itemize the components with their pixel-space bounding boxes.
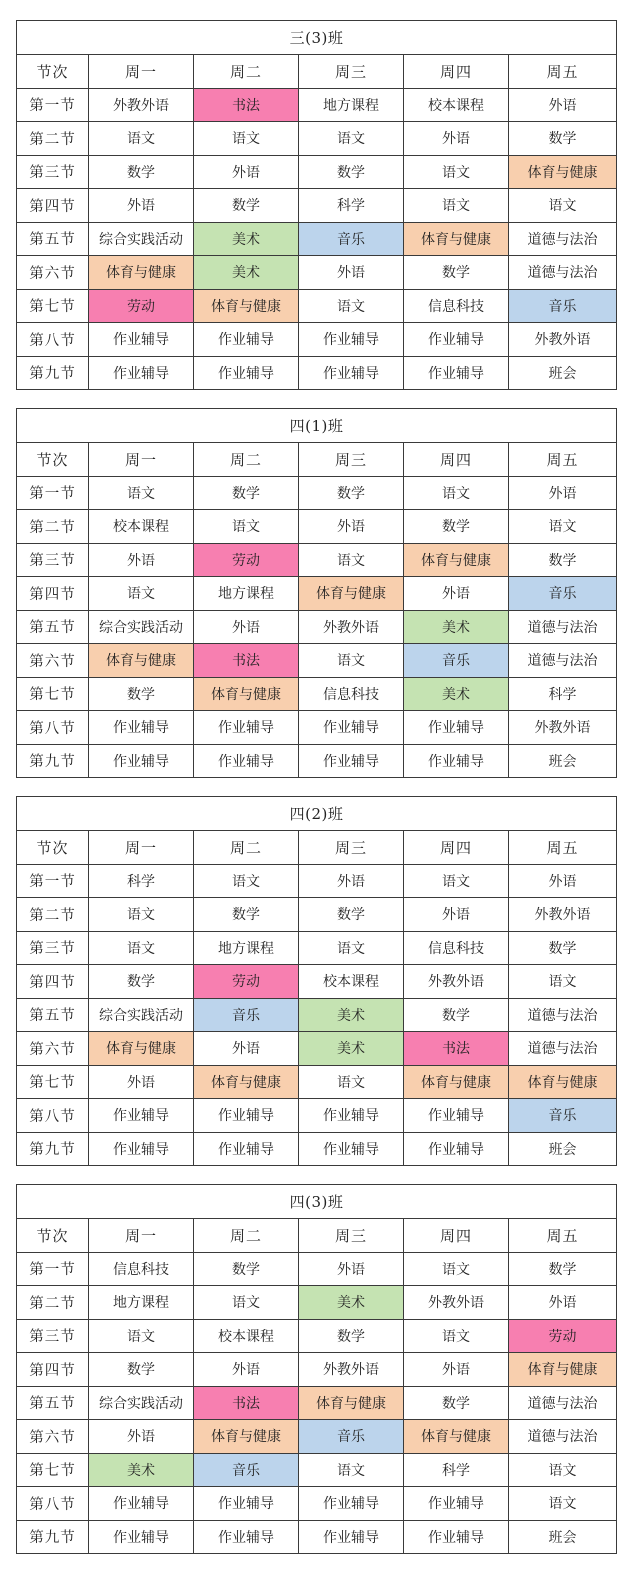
subject-cell: 作业辅导 bbox=[299, 744, 404, 778]
subject-cell: 书法 bbox=[404, 1032, 509, 1066]
subject-cell: 体育与健康 bbox=[404, 543, 509, 577]
subject-cell: 外语 bbox=[509, 864, 617, 898]
subject-cell: 语文 bbox=[299, 644, 404, 678]
subject-cell: 语文 bbox=[509, 965, 617, 999]
subject-cell: 数学 bbox=[509, 931, 617, 965]
subject-cell: 美术 bbox=[299, 998, 404, 1032]
table-row bbox=[17, 356, 617, 390]
subject-cell: 体育与健康 bbox=[194, 677, 299, 711]
table-row bbox=[17, 256, 617, 290]
subject-cell: 音乐 bbox=[194, 1453, 299, 1487]
subject-cell: 数学 bbox=[194, 1252, 299, 1286]
subject-cell: 体育与健康 bbox=[299, 1386, 404, 1420]
subject-cell: 作业辅导 bbox=[89, 1099, 194, 1133]
subject-cell: 美术 bbox=[89, 1453, 194, 1487]
subject-cell: 体育与健康 bbox=[89, 1032, 194, 1066]
subject-cell: 语文 bbox=[299, 289, 404, 323]
subject-cell: 作业辅导 bbox=[89, 1132, 194, 1166]
subject-cell: 科学 bbox=[404, 1453, 509, 1487]
subject-cell: 数学 bbox=[89, 677, 194, 711]
subject-cell: 数学 bbox=[299, 898, 404, 932]
subject-cell: 音乐 bbox=[194, 998, 299, 1032]
subject-cell: 语文 bbox=[404, 189, 509, 223]
table-row bbox=[17, 644, 617, 678]
subject-cell: 作业辅导 bbox=[299, 323, 404, 357]
class-title: 四(2)班 bbox=[17, 797, 617, 831]
subject-cell: 地方课程 bbox=[89, 1286, 194, 1320]
header-period: 节次 bbox=[17, 55, 89, 89]
period-label: 第四节 bbox=[17, 189, 89, 223]
header-day: 周四 bbox=[404, 443, 509, 477]
table-row bbox=[17, 864, 617, 898]
table-row bbox=[17, 711, 617, 745]
subject-cell: 劳动 bbox=[194, 965, 299, 999]
header-day: 周五 bbox=[509, 1219, 617, 1253]
subject-cell: 书法 bbox=[194, 88, 299, 122]
subject-cell: 体育与健康 bbox=[194, 289, 299, 323]
period-label: 第六节 bbox=[17, 256, 89, 290]
subject-cell: 校本课程 bbox=[404, 88, 509, 122]
subject-cell: 作业辅导 bbox=[89, 711, 194, 745]
subject-cell: 道德与法治 bbox=[509, 644, 617, 678]
subject-cell: 语文 bbox=[404, 864, 509, 898]
header-row bbox=[17, 443, 617, 477]
period-label: 第一节 bbox=[17, 88, 89, 122]
subject-cell: 综合实践活动 bbox=[89, 1386, 194, 1420]
table-row bbox=[17, 510, 617, 544]
period-label: 第八节 bbox=[17, 711, 89, 745]
subject-cell: 作业辅导 bbox=[194, 744, 299, 778]
period-label: 第七节 bbox=[17, 677, 89, 711]
period-label: 第四节 bbox=[17, 1353, 89, 1387]
period-label: 第九节 bbox=[17, 356, 89, 390]
subject-cell: 语文 bbox=[89, 1319, 194, 1353]
table-row bbox=[17, 744, 617, 778]
subject-cell: 数学 bbox=[194, 189, 299, 223]
subject-cell: 语文 bbox=[89, 931, 194, 965]
header-day: 周二 bbox=[194, 831, 299, 865]
table-row bbox=[17, 88, 617, 122]
subject-cell: 作业辅导 bbox=[89, 1520, 194, 1554]
subject-cell: 体育与健康 bbox=[89, 644, 194, 678]
header-day: 周二 bbox=[194, 55, 299, 89]
subject-cell: 道德与法治 bbox=[509, 1386, 617, 1420]
header-day: 周五 bbox=[509, 831, 617, 865]
subject-cell: 外教外语 bbox=[299, 610, 404, 644]
subject-cell: 科学 bbox=[89, 864, 194, 898]
subject-cell: 外语 bbox=[194, 155, 299, 189]
period-label: 第六节 bbox=[17, 644, 89, 678]
table-row bbox=[17, 323, 617, 357]
table-row bbox=[17, 1032, 617, 1066]
header-day: 周三 bbox=[299, 55, 404, 89]
timetable-1 bbox=[16, 20, 617, 390]
subject-cell: 美术 bbox=[299, 1286, 404, 1320]
subject-cell: 音乐 bbox=[509, 577, 617, 611]
subject-cell: 数学 bbox=[89, 1353, 194, 1387]
header-period: 节次 bbox=[17, 831, 89, 865]
period-label: 第六节 bbox=[17, 1032, 89, 1066]
timetable-3 bbox=[16, 796, 617, 1166]
subject-cell: 外教外语 bbox=[509, 323, 617, 357]
period-label: 第一节 bbox=[17, 1252, 89, 1286]
subject-cell: 外语 bbox=[299, 1252, 404, 1286]
period-label: 第九节 bbox=[17, 1520, 89, 1554]
subject-cell: 作业辅导 bbox=[89, 744, 194, 778]
subject-cell: 语文 bbox=[299, 543, 404, 577]
header-day: 周五 bbox=[509, 443, 617, 477]
class-title: 三(3)班 bbox=[17, 21, 617, 55]
period-label: 第五节 bbox=[17, 610, 89, 644]
subject-cell: 外语 bbox=[404, 898, 509, 932]
table-row bbox=[17, 677, 617, 711]
period-label: 第七节 bbox=[17, 1065, 89, 1099]
subject-cell: 作业辅导 bbox=[89, 323, 194, 357]
subject-cell: 道德与法治 bbox=[509, 222, 617, 256]
subject-cell: 作业辅导 bbox=[404, 1132, 509, 1166]
subject-cell: 作业辅导 bbox=[194, 1520, 299, 1554]
subject-cell: 道德与法治 bbox=[509, 610, 617, 644]
subject-cell: 作业辅导 bbox=[299, 1132, 404, 1166]
subject-cell: 数学 bbox=[194, 898, 299, 932]
subject-cell: 数学 bbox=[89, 155, 194, 189]
subject-cell: 外语 bbox=[89, 1420, 194, 1454]
header-day: 周二 bbox=[194, 443, 299, 477]
table-row bbox=[17, 1132, 617, 1166]
subject-cell: 语文 bbox=[194, 510, 299, 544]
subject-cell: 音乐 bbox=[299, 1420, 404, 1454]
subject-cell: 作业辅导 bbox=[89, 356, 194, 390]
header-day: 周三 bbox=[299, 1219, 404, 1253]
subject-cell: 外语 bbox=[299, 510, 404, 544]
period-label: 第六节 bbox=[17, 1420, 89, 1454]
subject-cell: 劳动 bbox=[194, 543, 299, 577]
subject-cell: 地方课程 bbox=[194, 577, 299, 611]
timetable-4 bbox=[16, 1184, 617, 1554]
subject-cell: 信息科技 bbox=[89, 1252, 194, 1286]
subject-cell: 班会 bbox=[509, 1520, 617, 1554]
subject-cell: 作业辅导 bbox=[89, 1487, 194, 1521]
subject-cell: 语文 bbox=[509, 189, 617, 223]
subject-cell: 校本课程 bbox=[194, 1319, 299, 1353]
subject-cell: 体育与健康 bbox=[89, 256, 194, 290]
header-day: 周四 bbox=[404, 55, 509, 89]
subject-cell: 外语 bbox=[509, 1286, 617, 1320]
subject-cell: 外教外语 bbox=[404, 1286, 509, 1320]
period-label: 第三节 bbox=[17, 543, 89, 577]
subject-cell: 班会 bbox=[509, 1132, 617, 1166]
subject-cell: 综合实践活动 bbox=[89, 998, 194, 1032]
subject-cell: 数学 bbox=[509, 543, 617, 577]
subject-cell: 语文 bbox=[299, 122, 404, 156]
table-row bbox=[17, 1353, 617, 1387]
subject-cell: 外语 bbox=[89, 189, 194, 223]
subject-cell: 外教外语 bbox=[404, 965, 509, 999]
header-row bbox=[17, 55, 617, 89]
subject-cell: 外语 bbox=[89, 1065, 194, 1099]
header-day: 周一 bbox=[89, 831, 194, 865]
subject-cell: 语文 bbox=[89, 898, 194, 932]
header-day: 周一 bbox=[89, 443, 194, 477]
subject-cell: 体育与健康 bbox=[194, 1065, 299, 1099]
header-period: 节次 bbox=[17, 1219, 89, 1253]
subject-cell: 作业辅导 bbox=[404, 1099, 509, 1133]
table-row bbox=[17, 222, 617, 256]
subject-cell: 综合实践活动 bbox=[89, 610, 194, 644]
timetable-2 bbox=[16, 408, 617, 778]
table-row bbox=[17, 1487, 617, 1521]
subject-cell: 外语 bbox=[509, 476, 617, 510]
header-period: 节次 bbox=[17, 443, 89, 477]
subject-cell: 道德与法治 bbox=[509, 1420, 617, 1454]
period-label: 第三节 bbox=[17, 931, 89, 965]
header-row bbox=[17, 1219, 617, 1253]
subject-cell: 作业辅导 bbox=[404, 1520, 509, 1554]
period-label: 第七节 bbox=[17, 289, 89, 323]
subject-cell: 信息科技 bbox=[404, 289, 509, 323]
subject-cell: 数学 bbox=[509, 122, 617, 156]
header-day: 周二 bbox=[194, 1219, 299, 1253]
subject-cell: 作业辅导 bbox=[299, 1487, 404, 1521]
subject-cell: 美术 bbox=[194, 256, 299, 290]
subject-cell: 外教外语 bbox=[509, 711, 617, 745]
table-row bbox=[17, 1319, 617, 1353]
subject-cell: 作业辅导 bbox=[404, 356, 509, 390]
table-row bbox=[17, 1453, 617, 1487]
table-row bbox=[17, 1252, 617, 1286]
subject-cell: 语文 bbox=[404, 1319, 509, 1353]
subject-cell: 外教外语 bbox=[299, 1353, 404, 1387]
subject-cell: 外语 bbox=[194, 1353, 299, 1387]
period-label: 第一节 bbox=[17, 476, 89, 510]
period-label: 第四节 bbox=[17, 965, 89, 999]
subject-cell: 外语 bbox=[404, 577, 509, 611]
subject-cell: 外语 bbox=[404, 1353, 509, 1387]
subject-cell: 美术 bbox=[299, 1032, 404, 1066]
subject-cell: 外语 bbox=[194, 610, 299, 644]
table-row bbox=[17, 998, 617, 1032]
subject-cell: 语文 bbox=[509, 510, 617, 544]
period-label: 第二节 bbox=[17, 510, 89, 544]
subject-cell: 外语 bbox=[299, 864, 404, 898]
table-row bbox=[17, 610, 617, 644]
period-label: 第五节 bbox=[17, 1386, 89, 1420]
subject-cell: 数学 bbox=[404, 998, 509, 1032]
subject-cell: 语文 bbox=[194, 122, 299, 156]
subject-cell: 地方课程 bbox=[194, 931, 299, 965]
subject-cell: 作业辅导 bbox=[404, 323, 509, 357]
subject-cell: 音乐 bbox=[299, 222, 404, 256]
subject-cell: 体育与健康 bbox=[404, 1420, 509, 1454]
subject-cell: 语文 bbox=[509, 1487, 617, 1521]
class-title: 四(1)班 bbox=[17, 409, 617, 443]
table-row bbox=[17, 1520, 617, 1554]
subject-cell: 语文 bbox=[299, 1065, 404, 1099]
subject-cell: 作业辅导 bbox=[194, 711, 299, 745]
table-row bbox=[17, 289, 617, 323]
subject-cell: 外语 bbox=[299, 256, 404, 290]
subject-cell: 信息科技 bbox=[299, 677, 404, 711]
subject-cell: 作业辅导 bbox=[404, 1487, 509, 1521]
subject-cell: 语文 bbox=[404, 476, 509, 510]
table-row bbox=[17, 476, 617, 510]
subject-cell: 数学 bbox=[194, 476, 299, 510]
subject-cell: 语文 bbox=[194, 864, 299, 898]
subject-cell: 外语 bbox=[404, 122, 509, 156]
table-row bbox=[17, 155, 617, 189]
subject-cell: 外语 bbox=[194, 1032, 299, 1066]
subject-cell: 科学 bbox=[509, 677, 617, 711]
subject-cell: 数学 bbox=[299, 476, 404, 510]
subject-cell: 音乐 bbox=[509, 1099, 617, 1133]
subject-cell: 作业辅导 bbox=[194, 1487, 299, 1521]
subject-cell: 体育与健康 bbox=[299, 577, 404, 611]
subject-cell: 数学 bbox=[299, 155, 404, 189]
subject-cell: 道德与法治 bbox=[509, 1032, 617, 1066]
header-day: 周三 bbox=[299, 443, 404, 477]
subject-cell: 美术 bbox=[194, 222, 299, 256]
subject-cell: 作业辅导 bbox=[299, 1099, 404, 1133]
subject-cell: 班会 bbox=[509, 356, 617, 390]
subject-cell: 作业辅导 bbox=[194, 356, 299, 390]
table-row bbox=[17, 1386, 617, 1420]
subject-cell: 作业辅导 bbox=[194, 323, 299, 357]
subject-cell: 作业辅导 bbox=[299, 711, 404, 745]
table-row bbox=[17, 577, 617, 611]
subject-cell: 体育与健康 bbox=[194, 1420, 299, 1454]
table-row bbox=[17, 1065, 617, 1099]
subject-cell: 科学 bbox=[299, 189, 404, 223]
table-row bbox=[17, 965, 617, 999]
subject-cell: 语文 bbox=[404, 155, 509, 189]
header-day: 周一 bbox=[89, 55, 194, 89]
period-label: 第二节 bbox=[17, 1286, 89, 1320]
subject-cell: 综合实践活动 bbox=[89, 222, 194, 256]
subject-cell: 数学 bbox=[404, 256, 509, 290]
subject-cell: 书法 bbox=[194, 1386, 299, 1420]
subject-cell: 数学 bbox=[299, 1319, 404, 1353]
subject-cell: 校本课程 bbox=[89, 510, 194, 544]
period-label: 第二节 bbox=[17, 122, 89, 156]
subject-cell: 数学 bbox=[89, 965, 194, 999]
subject-cell: 书法 bbox=[194, 644, 299, 678]
header-day: 周五 bbox=[509, 55, 617, 89]
subject-cell: 校本课程 bbox=[299, 965, 404, 999]
subject-cell: 语文 bbox=[509, 1453, 617, 1487]
subject-cell: 音乐 bbox=[404, 644, 509, 678]
header-day: 周四 bbox=[404, 831, 509, 865]
period-label: 第八节 bbox=[17, 323, 89, 357]
period-label: 第一节 bbox=[17, 864, 89, 898]
subject-cell: 作业辅导 bbox=[194, 1099, 299, 1133]
subject-cell: 语文 bbox=[194, 1286, 299, 1320]
subject-cell: 语文 bbox=[299, 931, 404, 965]
subject-cell: 信息科技 bbox=[404, 931, 509, 965]
table-row bbox=[17, 122, 617, 156]
subject-cell: 作业辅导 bbox=[404, 711, 509, 745]
period-label: 第四节 bbox=[17, 577, 89, 611]
subject-cell: 数学 bbox=[404, 510, 509, 544]
subject-cell: 语文 bbox=[89, 577, 194, 611]
period-label: 第九节 bbox=[17, 744, 89, 778]
period-label: 第八节 bbox=[17, 1099, 89, 1133]
subject-cell: 劳动 bbox=[509, 1319, 617, 1353]
subject-cell: 作业辅导 bbox=[299, 1520, 404, 1554]
subject-cell: 体育与健康 bbox=[509, 1065, 617, 1099]
table-row bbox=[17, 543, 617, 577]
subject-cell: 外教外语 bbox=[509, 898, 617, 932]
header-row bbox=[17, 831, 617, 865]
header-day: 周一 bbox=[89, 1219, 194, 1253]
subject-cell: 音乐 bbox=[509, 289, 617, 323]
subject-cell: 美术 bbox=[404, 610, 509, 644]
period-label: 第二节 bbox=[17, 898, 89, 932]
subject-cell: 外语 bbox=[509, 88, 617, 122]
table-row bbox=[17, 931, 617, 965]
subject-cell: 美术 bbox=[404, 677, 509, 711]
subject-cell: 道德与法治 bbox=[509, 998, 617, 1032]
period-label: 第三节 bbox=[17, 1319, 89, 1353]
subject-cell: 作业辅导 bbox=[404, 744, 509, 778]
period-label: 第九节 bbox=[17, 1132, 89, 1166]
period-label: 第五节 bbox=[17, 998, 89, 1032]
subject-cell: 语文 bbox=[89, 122, 194, 156]
table-row bbox=[17, 189, 617, 223]
period-label: 第五节 bbox=[17, 222, 89, 256]
subject-cell: 道德与法治 bbox=[509, 256, 617, 290]
subject-cell: 语文 bbox=[299, 1453, 404, 1487]
subject-cell: 数学 bbox=[404, 1386, 509, 1420]
subject-cell: 作业辅导 bbox=[299, 356, 404, 390]
subject-cell: 体育与健康 bbox=[509, 1353, 617, 1387]
header-day: 周三 bbox=[299, 831, 404, 865]
table-row bbox=[17, 1286, 617, 1320]
subject-cell: 劳动 bbox=[89, 289, 194, 323]
header-day: 周四 bbox=[404, 1219, 509, 1253]
class-title: 四(3)班 bbox=[17, 1185, 617, 1219]
subject-cell: 体育与健康 bbox=[404, 222, 509, 256]
table-row bbox=[17, 1420, 617, 1454]
subject-cell: 作业辅导 bbox=[194, 1132, 299, 1166]
subject-cell: 体育与健康 bbox=[509, 155, 617, 189]
subject-cell: 班会 bbox=[509, 744, 617, 778]
period-label: 第八节 bbox=[17, 1487, 89, 1521]
subject-cell: 语文 bbox=[404, 1252, 509, 1286]
period-label: 第三节 bbox=[17, 155, 89, 189]
subject-cell: 外语 bbox=[89, 543, 194, 577]
subject-cell: 地方课程 bbox=[299, 88, 404, 122]
subject-cell: 数学 bbox=[509, 1252, 617, 1286]
table-row bbox=[17, 1099, 617, 1133]
subject-cell: 语文 bbox=[89, 476, 194, 510]
subject-cell: 外教外语 bbox=[89, 88, 194, 122]
table-row bbox=[17, 898, 617, 932]
subject-cell: 体育与健康 bbox=[404, 1065, 509, 1099]
period-label: 第七节 bbox=[17, 1453, 89, 1487]
